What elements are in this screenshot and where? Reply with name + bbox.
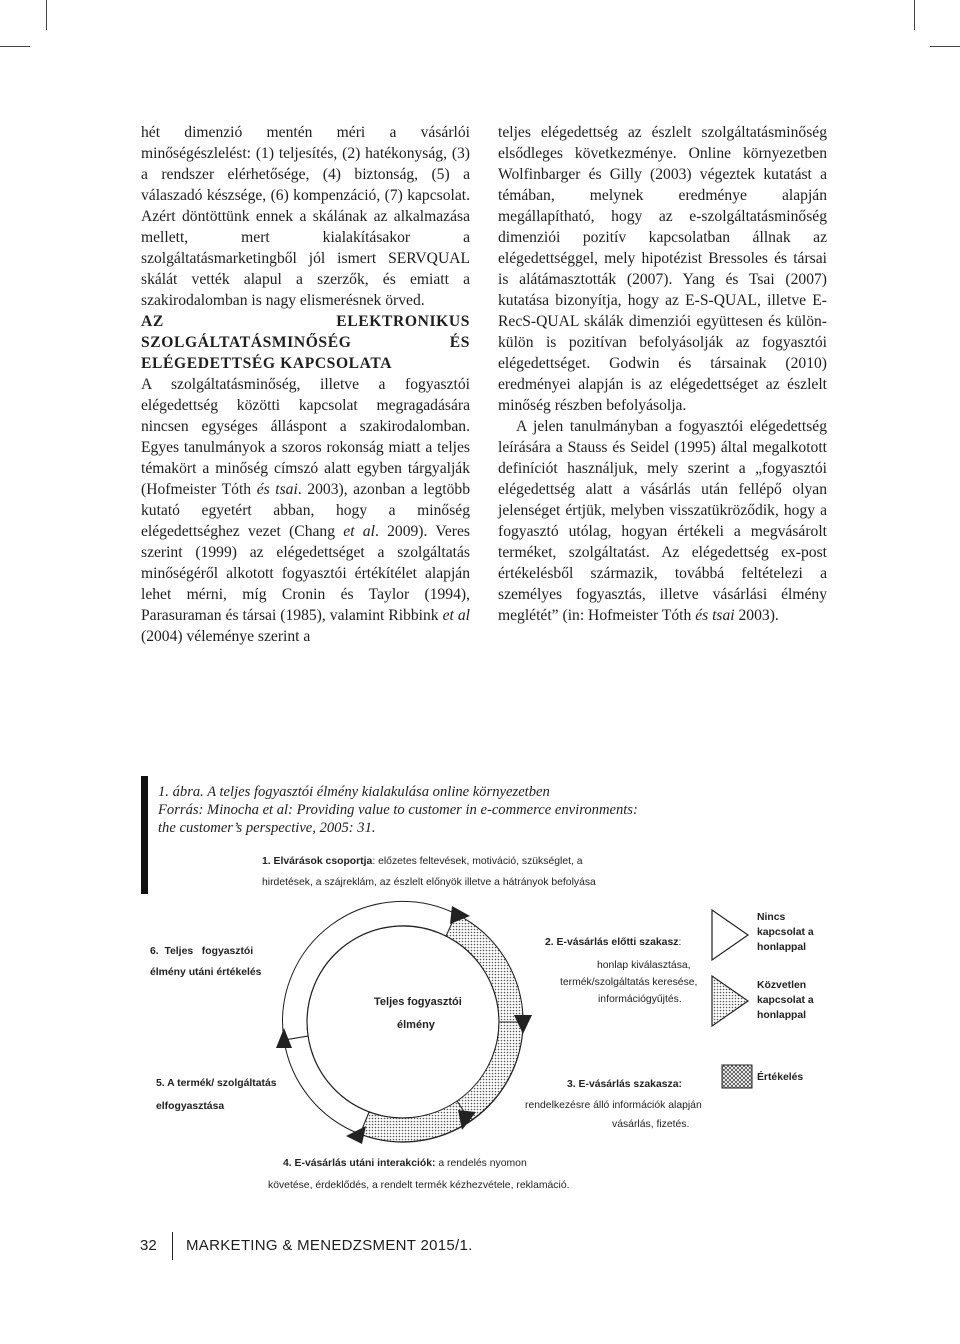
center-label: Teljes fogyasztói [374,996,462,1008]
left-paragraph-1: hét dimenzió mentén méri a vásárlói minőségészlelést: (1) teljesítés, (2) hatékonyság, (3) a rendszer elérhetősége, (4) biztonság, (5) a válaszadó készsége, (6) kompenzáció, (7) kapcsolat. Azért döntöttünk ennek a skálának az alkalmazása mellett, mert kialakításakor a szolgáltatásmarketingből jól ismert SERVQUAL skálát vették alapul a szerzők, és emiatt a szakirodalomban is nagy elismerésnek örved. [141,124,470,309]
legend-evaluation-icon [722,1065,752,1088]
right-paragraph-1: teljes elégedettség az észlelt szolgáltatásminőség elsődleges következménye. Online környezetben Wolfinbarger és Gilly (2003) végeztek kutatást a témában, melynek eredménye alapján megállapítható, hogy az e-szolgáltatásminőség dimenziói pozitív kapcsolatban állnak az elégedettséggel, mely hipotézist Bressoles és társai is alátámasztották (2007). Yang és Tsai (2007) kutatása bizonyítja, hogy az E-S-QUAL, illetve E-RecS-QUAL skálák dimenziói együttesen és külön-külön is pozitívan befolyásolják az fogyasztói elégedettséget. Godwin és társainak (2010) eredményei alapján is az elégedettséget az észlelt minőség részben befolyásolja. [498,124,827,414]
legend-no-contact: Nincs kapcsolat a honlappal [757,912,814,953]
crop-mark [930,46,960,47]
step-3-line-1: rendelkezésre álló információk alapján [525,1100,702,1111]
segment-consumption [284,1036,369,1134]
section-heading: AZ ELEKTRONIKUS SZOLGÁLTATÁSMINŐSÉG ÉS ELÉGEDETTSÉG KAPCSOLATA [141,313,470,372]
right-paragraph-2: A jelen tanulmányban a fogyasztói elégedettség leírására a Stauss és Seidel (1995) által megalkotott definíciót használjuk, mely szerint a „fogyasztói elégedettség alatt a vásárlás után fellépő olyan jelenséget értjük, melyben visszatükröződik, hogy a fogyasztó utólag, hogyan értékeli a megvásárolt terméket, szolgáltatást. Az elégedettség ex-post értékelésből származik, továbbá feltételezi a személyes fogyasztás, illetve vásárlási élmény meglétét” (in: Hofmeister Tóth és tsai 2003). [498,418,827,624]
legend-no-contact-icon [712,910,748,960]
journal-title: MARKETING & MENEDZSMENT 2015/1. [186,1237,473,1254]
step-4: 4. E-vásárlás utáni interakciók: a rendelés nyomon [283,1158,527,1169]
crop-mark [0,46,30,47]
legend-direct-contact-icon [712,976,748,1026]
cycle-svg [140,850,840,1200]
experience-cycle-diagram [140,850,840,1200]
step-6: 6. Teljes fogyasztói [150,946,254,957]
step-3: 3. E-vásárlás szakasza: [567,1079,682,1090]
step-6-cont: élmény utáni értékelés [150,967,262,978]
footer-divider [172,1232,173,1260]
center-label-2: élmény [397,1019,435,1031]
left-column [141,122,470,647]
step-1-cont: hirdetések, a szájreklám, az észlelt előnyök illetve a hátrányok befolyása [262,877,596,888]
step-2-line-1: honlap kiválasztása, [597,960,691,971]
right-column [498,122,827,626]
caption-source-cont: the customer’s perspective, 2005: 31. [158,820,376,836]
step-5: 5. A termék/ szolgáltatás [156,1078,277,1089]
step-5-cont: elfogyasztása [156,1101,225,1112]
segment-purchase [457,1022,523,1121]
left-paragraph-2: A szolgáltatásminőség, illetve a fogyasztói elégedettség közötti kapcsolat megragadására nincsen egységes álláspont a szakirodalomban. Egyes tanulmányok a szoros rokonság miatt a teljes témakört a minőség címszó alatt egyben tárgyalják (Hofmeister Tóth és tsai. 2003), azonban a legtöbb kutató egyetért abban, hogy a minőség elégedettséghez vezet (Chang et al. 2009). Veres szerint (1999) az elégedettséget a szolgáltatás minőségéről alkotott fogyasztói értékítélet alapján lehet mérni, míg Cronin és Taylor (1994), Parasuraman és társai (1985), valamint Ribbink et al (2004) véleménye szerint a [141,376,471,645]
step-2-line-3: információgyűjtés. [598,994,682,1005]
step-2: 2. E-vásárlás előtti szakasz: [545,937,682,948]
caption-source: Forrás: Minocha et al: Providing value to customer in e-commerce environments: [158,802,638,818]
legend-evaluation: Értékelés [757,1072,804,1083]
legend-direct-contact: Közvetlen kapcsolat a honlappal [757,980,814,1021]
crop-mark [914,0,915,30]
step-2-line-2: termék/szolgáltatás keresése, [560,977,698,988]
step-3-line-2: vásárlás, fizetés. [612,1119,690,1130]
step-4-cont: követése, érdeklődés, a rendelt termék kézhezvétele, reklamáció. [268,1180,570,1191]
figure-caption [158,783,718,837]
crop-mark [46,0,47,30]
segment-post-purchase [360,1101,470,1142]
step-1: 1. Elvárások csoportja: előzetes feltevések, motiváció, szükséglet, a [262,856,583,867]
page-number: 32 [140,1237,157,1254]
caption-title: 1. ábra. A teljes fogyasztói élmény kialakulása online környezetben [158,784,550,800]
